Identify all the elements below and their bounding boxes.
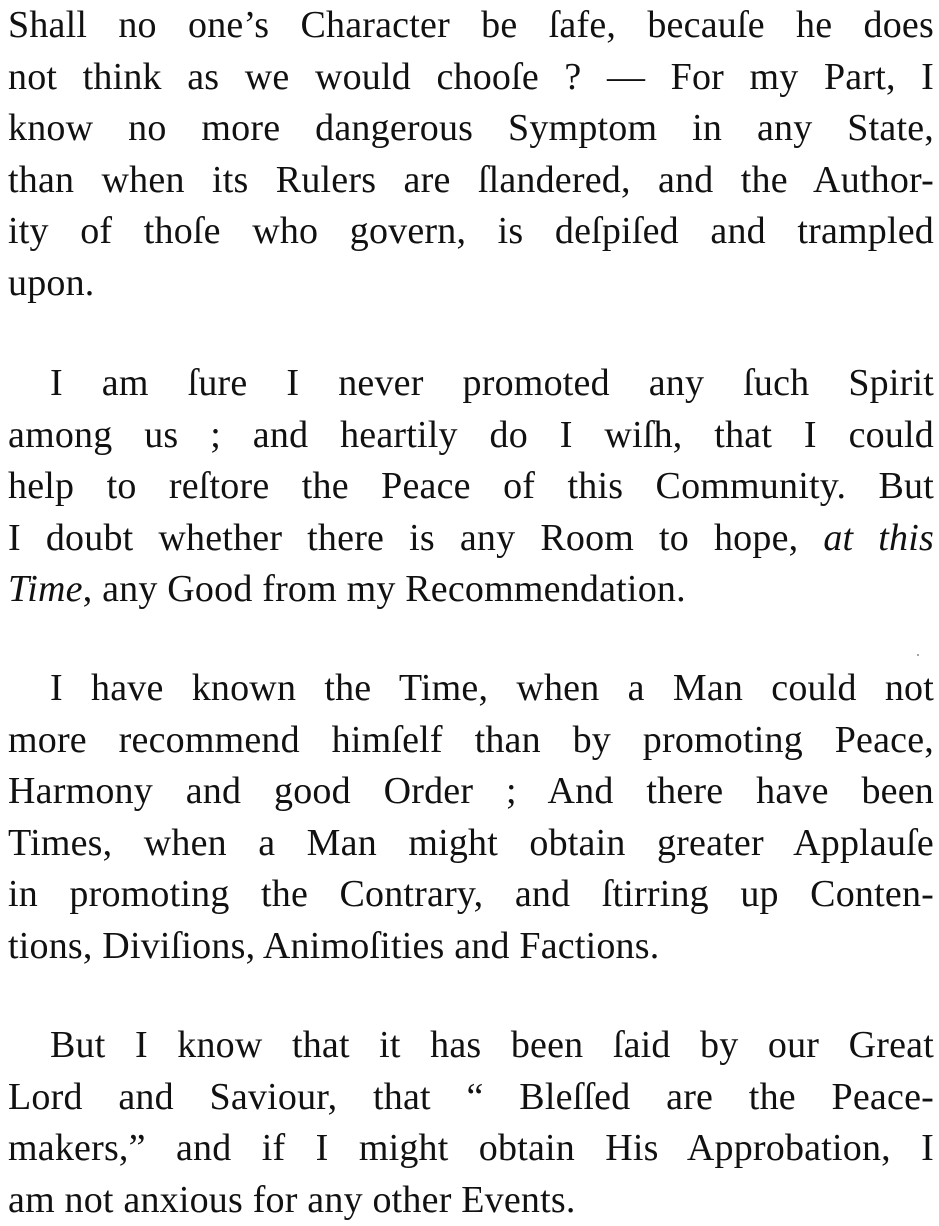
paragraph-2 [8,358,934,616]
text-line: not think as we would chooſe ? — For my Part, I [8,52,934,104]
text-line: Times, when a Man might obtain greater Applauſe [8,818,934,870]
text-line: know no more dangerous Symptom in any State, [8,103,934,155]
text-line: But I know that it has been ſaid by our Great [8,1020,934,1072]
text-line: tions, Diviſions, Animoſities and Factions. [8,921,934,973]
text-line: Lord and Saviour, that “ Bleſſed are the Peace- [8,1072,934,1124]
text-line: more recommend himſelf than by promoting Peace, [8,715,934,767]
italic-text: Time [8,568,83,610]
text-line-with-italic [8,564,934,616]
text-line: I have known the Time, when a Man could not [8,663,934,715]
ink-speck [917,654,919,656]
text-segment: , any Good from my Recommendation. [83,568,686,610]
italic-text: at this [823,517,934,559]
text-segment: I doubt whether there is any Room to hope, [8,517,798,559]
text-line: than when its Rulers are ſlandered, and the Author- [8,155,934,207]
text-line: in promoting the Contrary, and ſtirring up Conten- [8,869,934,921]
text-line: among us ; and heartily do I wiſh, that I could [8,410,934,462]
text-line: help to reſtore the Peace of this Community. But [8,461,934,513]
text-line-with-italic [8,513,934,565]
text-line: makers,” and if I might obtain His Approbation, I [8,1123,934,1175]
text-line: Shall no one’s Character be ſafe, becauſe he does [8,0,934,52]
text-line: upon. [8,258,934,310]
text-line: am not anxious for any other Events. [8,1175,934,1226]
text-line: I am ſure I never promoted any ſuch Spirit [8,358,934,410]
text-line: Harmony and good Order ; And there have been [8,766,934,818]
paragraph-4 [8,1020,934,1226]
text-line: ity of thoſe who govern, is deſpiſed and trampled [8,206,934,258]
paragraph-3 [8,663,934,972]
paragraph-1 [8,0,934,309]
